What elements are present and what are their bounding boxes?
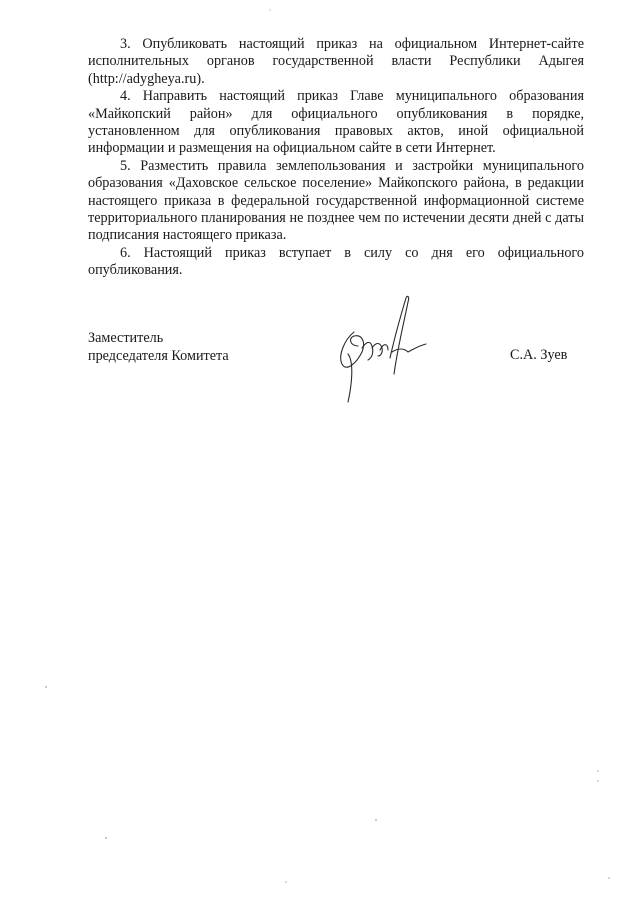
paragraph-6: 6. Настоящий приказ вступает в силу со дня его официального опубликования. bbox=[88, 244, 584, 279]
handwritten-signature bbox=[328, 292, 428, 412]
signatory-position-line2: председателя Комитета bbox=[88, 347, 229, 364]
paragraph-4: 4. Направить настоящий приказ Главе муниципального образования «Майкопский район» для официального опубликования в порядке, установленном для опубликования правовых актов, иной официальной информации и размещения на официальном сайте в сети Интернет. bbox=[88, 88, 584, 157]
paragraph-3: 3. Опубликовать настоящий приказ на официальном Интернет-сайте исполнительных органов государственной власти Республики Адыгея (http://adygheya.ru). bbox=[88, 36, 584, 87]
document-body bbox=[88, 36, 584, 280]
signatory-name: С.А. Зуев bbox=[510, 347, 568, 363]
paragraph-5: 5. Разместить правила землепользования и застройки муниципального образования «Даховское сельское поселение» Майкопского района, в редакции настоящего приказа в федеральной государственной информационной системе территориального планирования не позднее чем по истечении десяти дней с даты подписания настоящего приказа. bbox=[88, 157, 584, 244]
signatory-position-line1: Заместитель bbox=[88, 330, 164, 346]
signatory-position bbox=[88, 330, 229, 365]
